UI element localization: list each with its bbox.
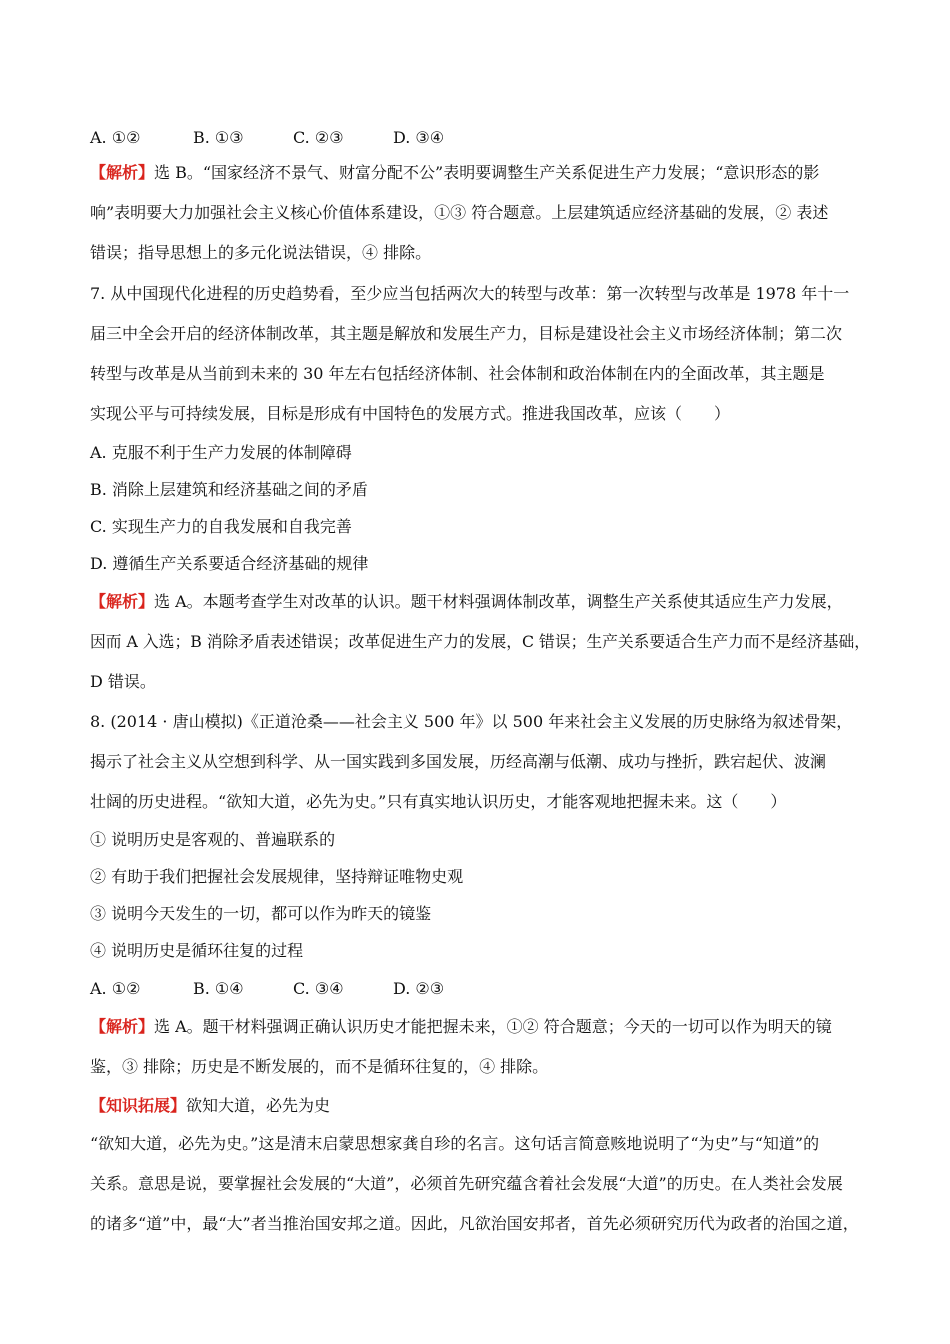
q7-analysis-line-1: 【解析】选 A。本题考查学生对改革的认识。题干材料强调体制改革，调整生产关系使其适应生产力发展， xyxy=(90,592,843,611)
q6-analysis-line-3: 错误；指导思想上的多元化说法错误，④ 排除。 xyxy=(90,243,432,262)
q8-analysis-line-1: 【解析】选 A。题干材料强调正确认识历史才能把握未来，①② 符合题意；今天的一切可以作为明天的镜 xyxy=(90,1017,832,1036)
q8-stem-line-2: 揭示了社会主义从空想到科学、从一国实践到多国发展，历经高潮与低潮、成功与挫折，跌宕起伏、波澜 xyxy=(90,752,827,771)
q8-statement-2: ② 有助于我们把握社会发展规律，坚持辩证唯物史观 xyxy=(90,867,464,886)
q7-analysis-line-3: D 错误。 xyxy=(90,672,156,691)
knowledge-extension-heading: 【知识拓展】欲知大道，必先为史 xyxy=(90,1096,331,1115)
analysis-tag: 【解析】 xyxy=(90,163,155,182)
extension-line-2: 关系。意思是说，要掌握社会发展的“大道”，必须首先研究蕴含着社会发展“大道”的历史。在人类社会发展 xyxy=(90,1174,843,1193)
q8-option-a: A. ①② xyxy=(90,979,141,998)
q8-stem-line-1: 8. (2014 · 唐山模拟)《正道沧桑——社会主义 500 年》以 500 年来社会主义发展的历史脉络为叙述骨架， xyxy=(90,712,853,731)
knowledge-extension-tag: 【知识拓展】 xyxy=(90,1096,187,1115)
q7-stem-line-3: 转型与改革是从当前到未来的 30 年左右包括经济体制、社会体制和政治体制在内的全面改革，其主题是 xyxy=(90,364,825,383)
q6-option-a: A. ①② xyxy=(90,128,141,147)
q8-statement-4: ④ 说明历史是循环往复的过程 xyxy=(90,941,304,960)
q6-analysis-line-2: 响”表明要大力加强社会主义核心价值体系建设，①③ 符合题意。上层建筑适应经济基础的发展，② 表述 xyxy=(90,203,829,222)
q8-options xyxy=(90,979,444,999)
q8-statement-1: ① 说明历史是客观的、普遍联系的 xyxy=(90,830,336,849)
analysis-tag: 【解析】 xyxy=(90,592,155,611)
q8-analysis-line-2: 鉴，③ 排除；历史是不断发展的，而不是循环往复的，④ 排除。 xyxy=(90,1057,549,1076)
q7-choice-d: D. 遵循生产关系要适合经济基础的规律 xyxy=(90,554,369,573)
q6-analysis-line-1: 【解析】选 B。“国家经济不景气、财富分配不公”表明要调整生产关系促进生产力发展；“意识形态的影 xyxy=(90,163,820,182)
analysis-tag: 【解析】 xyxy=(90,1017,155,1036)
q7-choice-c: C. 实现生产力的自我发展和自我完善 xyxy=(90,517,352,536)
q6-options xyxy=(90,128,444,148)
q6-option-d: D. ③④ xyxy=(393,128,445,147)
q7-stem-line-1: 7. 从中国现代化进程的历史趋势看，至少应当包括两次大的转型与改革：第一次转型与改革是 1978 年十一 xyxy=(90,284,850,303)
q7-stem-line-2: 届三中全会开启的经济体制改革，其主题是解放和发展生产力，目标是建设社会主义市场经济体制；第二次 xyxy=(90,324,843,343)
q8-option-d: D. ②③ xyxy=(393,979,445,998)
q8-statement-3: ③ 说明今天发生的一切，都可以作为昨天的镜鉴 xyxy=(90,904,432,923)
q6-option-b: B. ①③ xyxy=(193,128,244,147)
q7-choice-a: A. 克服不利于生产力发展的体制障碍 xyxy=(90,443,352,462)
extension-line-3: 的诸多“道”中，最“大”者当推治国安邦之道。因此，凡欲治国安邦者，首先必须研究历代为政者的治国之道， xyxy=(90,1214,859,1233)
q8-option-b: B. ①④ xyxy=(193,979,244,998)
q8-option-c: C. ③④ xyxy=(293,979,344,998)
q7-stem-line-4: 实现公平与可持续发展，目标是形成有中国特色的发展方式。推进我国改革，应该（ ） xyxy=(90,404,731,423)
q7-choice-b: B. 消除上层建筑和经济基础之间的矛盾 xyxy=(90,480,368,499)
q8-stem-line-3: 壮阔的历史进程。“欲知大道，必先为史。”只有真实地认识历史，才能客观地把握未来。这（ ） xyxy=(90,792,787,811)
extension-line-1: “欲知大道，必先为史。”这是清末启蒙思想家龚自珍的名言。这句话言简意赅地说明了“为史”与“知道”的 xyxy=(90,1134,820,1153)
q7-analysis-line-2: 因而 A 入选；B 消除矛盾表述错误；改革促进生产力的发展，C 错误；生产关系要适合生产力而不是经济基础， xyxy=(90,632,871,651)
q6-option-c: C. ②③ xyxy=(293,128,344,147)
